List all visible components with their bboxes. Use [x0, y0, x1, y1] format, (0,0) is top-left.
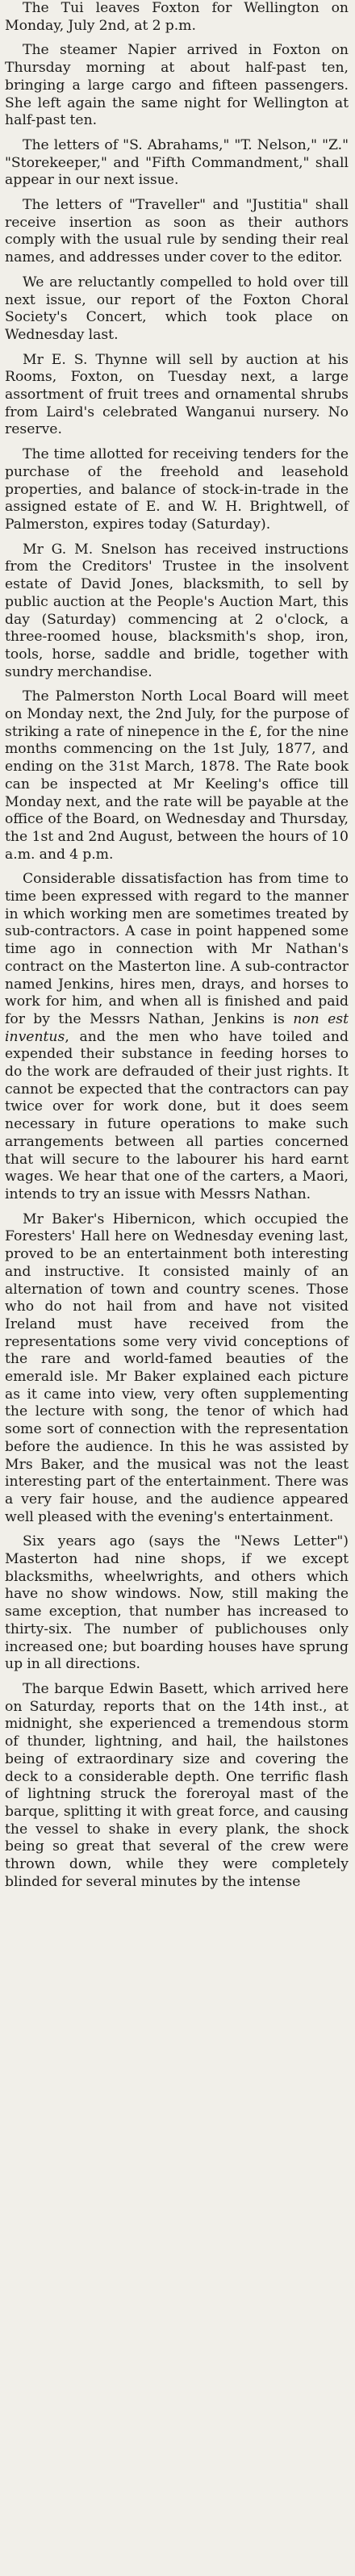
news-paragraph-choral-society: We are reluctantly compelled to hold over till next issue, our report of the Foxton Choral Society's Concert, which took place on Wednesday last. [5, 274, 349, 343]
news-paragraph-sub-contractors: Considerable dissatisfaction has from time to time been expressed with regard to the manner in which working men are sometimes treated by sub-contractors. A case in point happened some time ago in connection with Mr Nathan's contract on the Masterton line. A sub-contractor named Jenkins, hires men, drays, and horses to work for him, and when all is finished and paid for by the Messrs Nathan, Jenkins is non est inventus, and the men who have toiled and expended their substance in feeding horses to do the work are defrauded of their just rights. It cannot be expected that the contractors can pay twice over for work done, but it does seem necessary in future operations to make such arrangements between all parties concerned that will secure to the labourer his hard earnt wages. We hear that one of the carters, a Maori, intends to try an issue with Messrs Nathan. [5, 871, 349, 1202]
latin-phrase: non est inventus [5, 1010, 349, 1045]
news-paragraph-snelson-auction: Mr G. M. Snelson has received instructions from the Creditors' Trustee in the insolvent estate of David Jones, blacksmith, to sell by public auction at the People's Auction Mart, this day (Saturday) commencing at 2 o'clock, a three-roomed house, blacksmith's shop, iron, tools, horse, saddle and bridle, together with sundry merchandise. [5, 541, 349, 680]
news-paragraph-local-board-rate: The Palmerston North Local Board will meet on Monday next, the 2nd July, for the purpose of striking a rate of ninepence in the £, for the nine months commencing on the 1st July, 1877, and ending on the 31st March, 1878. The Rate book can be inspected at Mr Keeling's office till Monday next, and the rate will be payable at the office of the Board, on Wednesday and Thursday, the 1st and 2nd August, between the hours of 10 a.m. and 4 p.m. [5, 688, 349, 863]
news-paragraph-letters-next-issue: The letters of "S. Abrahams," "T. Nelson," "Z." "Storekeeper," and "Fifth Commandment," shall appear in our next issue. [5, 136, 349, 189]
news-paragraph-letters-real-names: The letters of "Traveller" and "Justitia" shall receive insertion as soon as their authors comply with the usual rule by sending their real names, and addresses under cover to the editor. [5, 197, 349, 266]
news-paragraph-edwin-basett: The barque Edwin Basett, which arrived here on Saturday, reports that on the 14th inst., at midnight, she experienced a tremendous storm of thunder, lightning, and hail, the hailstones being of extraordinary size and covering the deck to a considerable depth. One terrific flash of lightning struck the foreroyal mast of the barque, splitting it with great force, and causing the vessel to shake in every plank, the shock being so great that several of the crew were thrown down, while they were completely blinded for several minutes by the intense [5, 1680, 349, 1890]
news-paragraph-napier: The steamer Napier arrived in Foxton on Thursday morning at about half-past ten, bringing a large cargo and fifteen passengers. She left again the same night for Wellington at half-past ten. [5, 42, 349, 129]
news-paragraph-hibernicon: Mr Baker's Hibernicon, which occupied the Foresters' Hall here on Wednesday evening last, proved to be an entertainment both interesting and instructive. It consisted mainly of an alternation of town and country scenes. Those who do not hail from and have not visited Ireland must have received from the representations some very vivid conceptions of the rare and world-famed beauties of the emerald isle. Mr Baker explained each picture as it came into view, very often supplementing the lecture with song, the tenor of which had some sort of connection with the representation before the audience. In this he was assisted by Mrs Baker, and the musical was not the least interesting part of the entertainment. There was a very fair house, and the audience appeared well pleased with the evening's entertainment. [5, 1211, 349, 1525]
news-paragraph-brightwell-tenders: The time allotted for receiving tenders for the purchase of the freehold and leasehold properties, and balance of stock-in-trade in the assigned estate of E. and W. H. Brightwell, of Palmerston, expires today (Saturday). [5, 446, 349, 533]
news-paragraph-tui: The Tui leaves Foxton for Wellington on Monday, July 2nd, at 2 p.m. [5, 0, 349, 34]
news-paragraph-thynne-auction: Mr E. S. Thynne will sell by auction at his Rooms, Foxton, on Tuesday next, a large assortment of fruit trees and ornamental shrubs from Laird's celebrated Wanganui nursery. No reserve. [5, 351, 349, 438]
news-paragraph-masterton-shops: Six years ago (says the "News Letter") Masterton had nine shops, if we except blacksmiths, wheelwrights, and others which have no show windows. Now, still making the same exception, that number has increased to thirty-six. The number of publichouses only increased one; but boarding houses have sprung up in all directions. [5, 1533, 349, 1673]
